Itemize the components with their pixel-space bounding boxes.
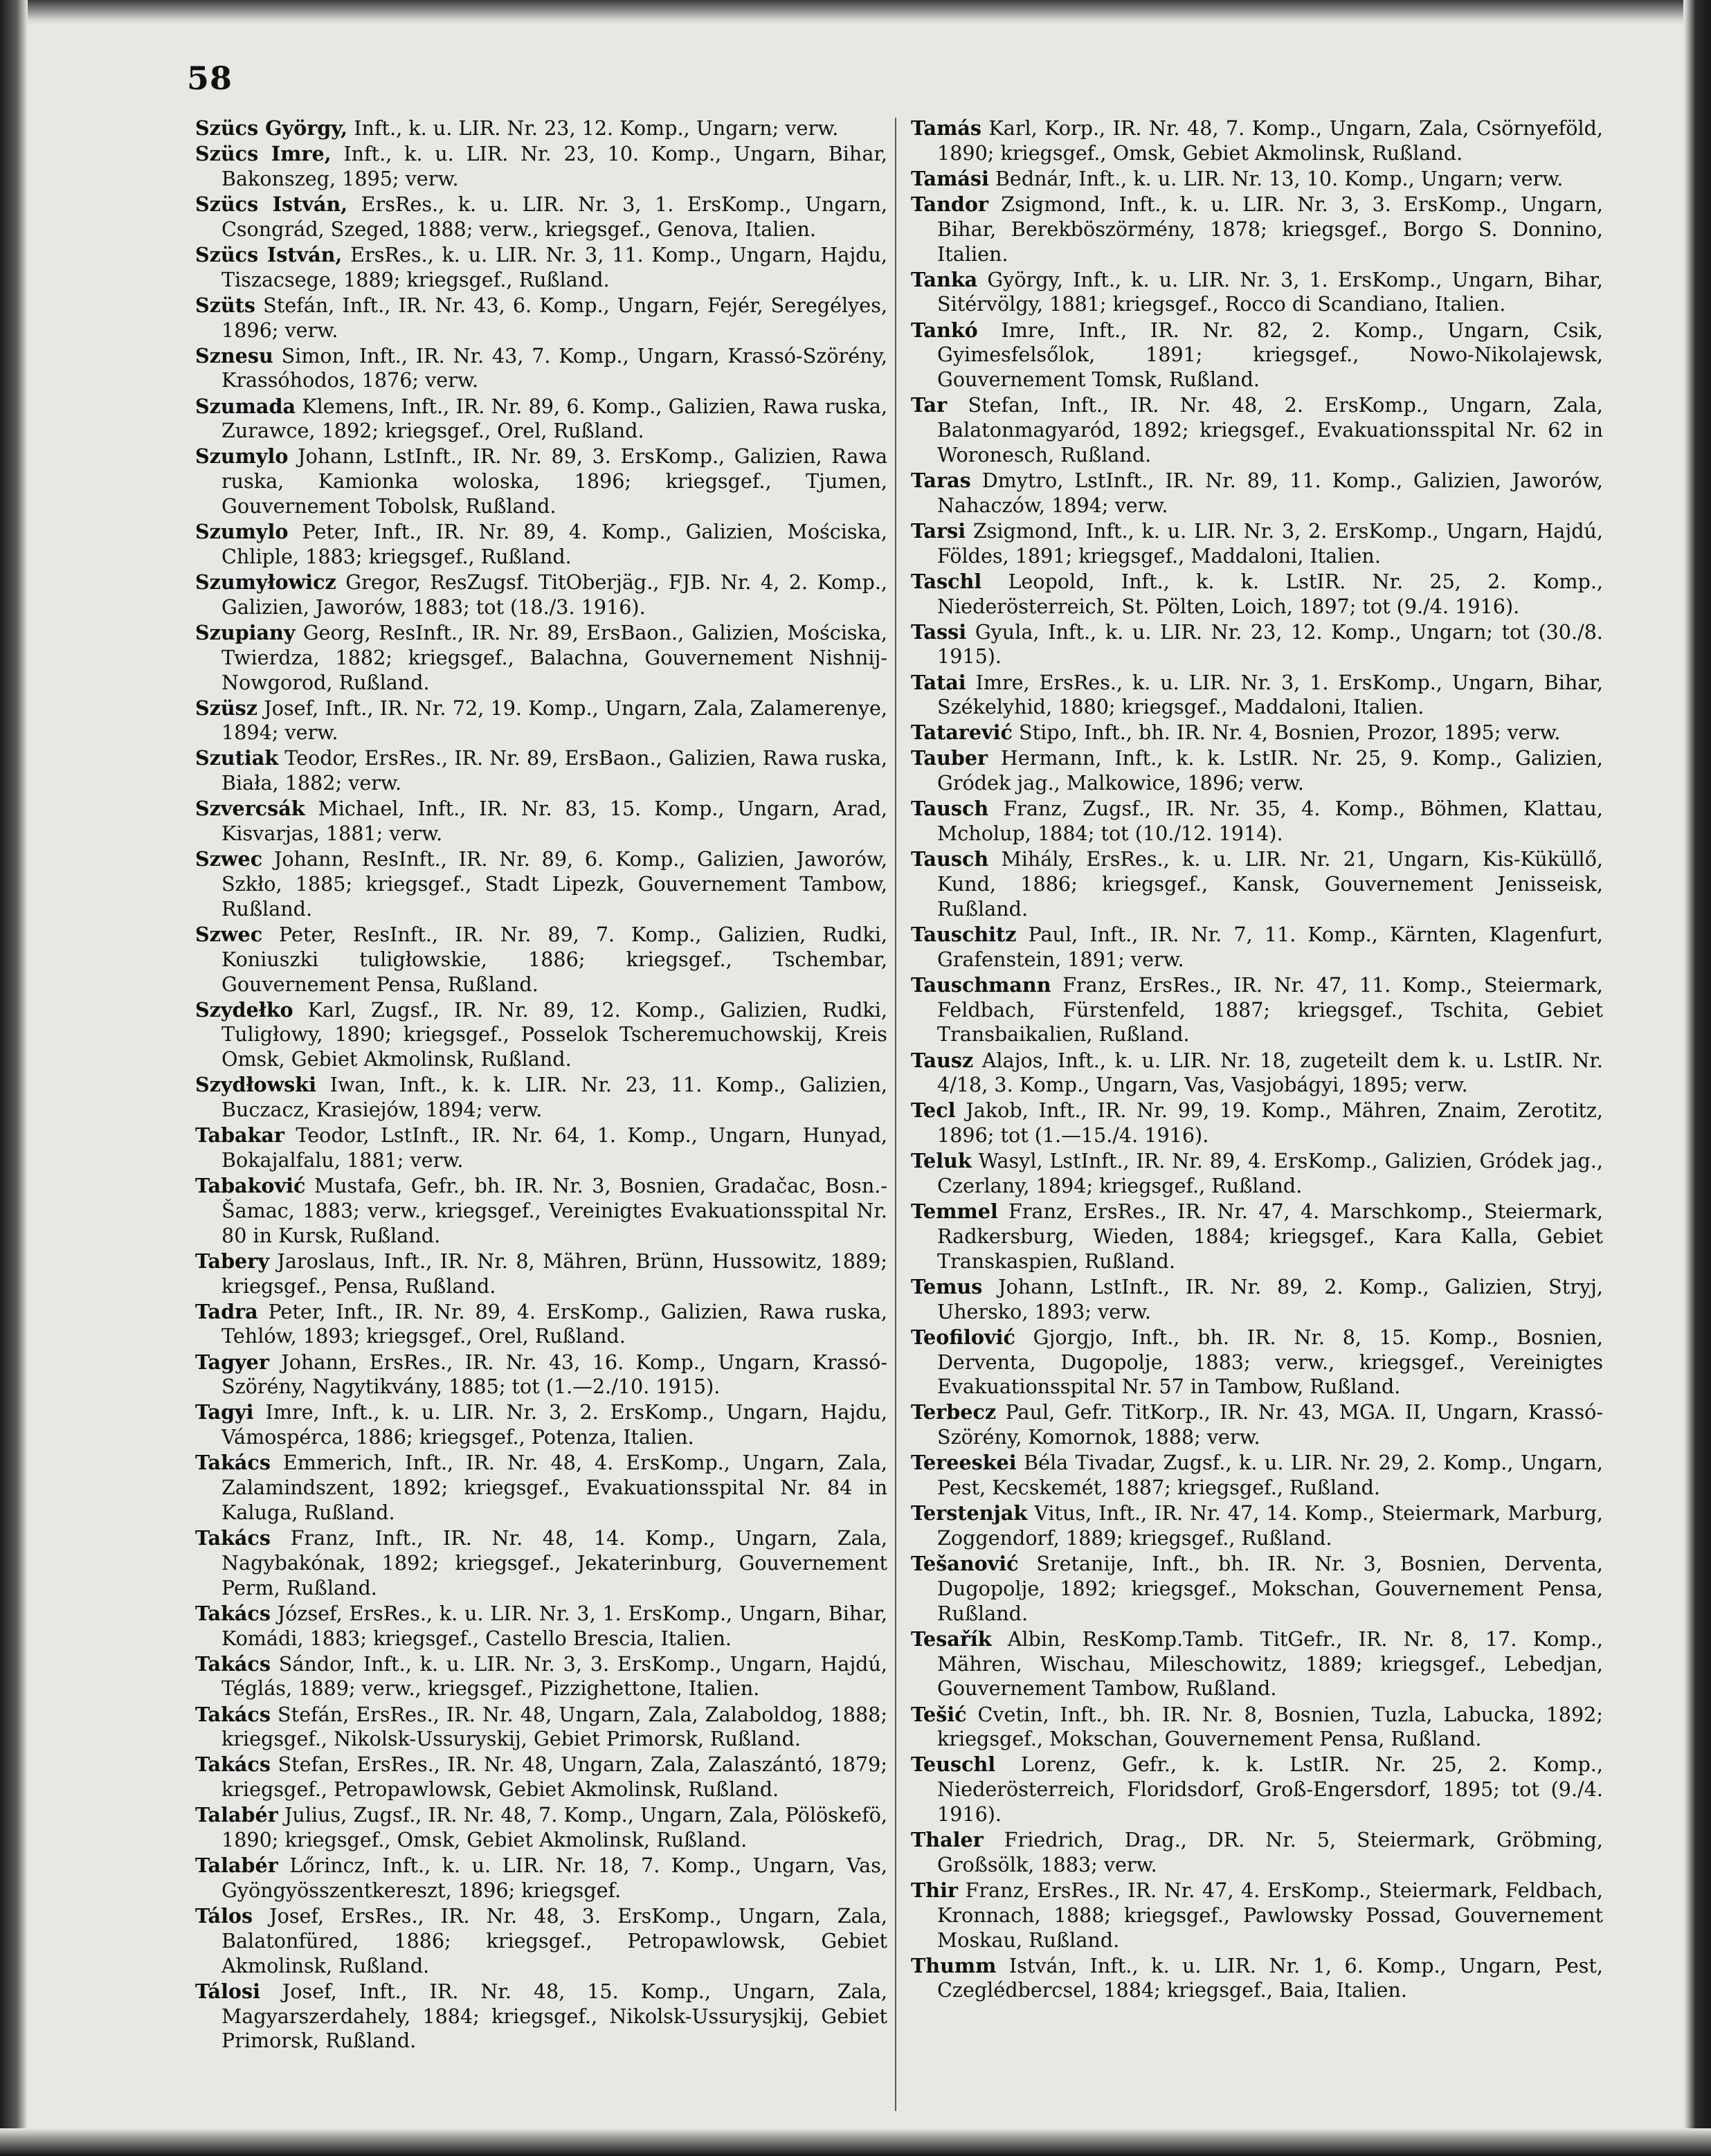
entry-name: Tamás xyxy=(911,116,981,140)
column-divider xyxy=(895,118,896,2111)
entry-name: Tabery xyxy=(195,1249,269,1273)
register-entry xyxy=(911,116,1603,166)
entry-details: Zsigmond, Inft., k. u. LIR. Nr. 3, 3. ErsKomp., Ungarn, Bihar, Berekböszörmény, 1878; kriegsgef., Borgo S. Donnino, Italien. xyxy=(937,192,1603,266)
entry-name: Tauber xyxy=(911,746,988,770)
register-entry xyxy=(195,1073,887,1123)
entry-name: Tankó xyxy=(911,318,978,342)
entry-details: József, ErsRes., k. u. LIR. Nr. 3, 1. ErsKomp., Ungarn, Bihar, Komádi, 1883; kriegsgef., Castello Brescia, Italien. xyxy=(221,1601,887,1650)
entry-name: Tešanović xyxy=(911,1552,1019,1576)
entry-name: Tecl xyxy=(911,1098,956,1123)
entry-details: Lőrincz, Inft., k. u. LIR. Nr. 18, 7. Komp., Ungarn, Vas, Gyöngyösszentkereszt, 1896; kriegsgef. xyxy=(221,1854,887,1902)
register-entry xyxy=(195,520,887,570)
entry-name: Takács xyxy=(195,1526,271,1550)
entry-details: Peter, Inft., IR. Nr. 89, 4. ErsKomp., Galizien, Rawa ruska, Tehlów, 1893; kriegsgef., Orel, Rußland. xyxy=(221,1299,887,1348)
register-entry xyxy=(195,1980,887,2054)
register-entry xyxy=(911,1501,1603,1551)
entry-details: Teodor, ErsRes., IR. Nr. 89, ErsBaon., Galizien, Rawa ruska, Biała, 1882; verw. xyxy=(221,746,887,795)
register-entry xyxy=(911,1049,1603,1098)
entry-details: Stefán, ErsRes., IR. Nr. 48, Ungarn, Zala, Zalaboldog, 1888; kriegsgef., Nikolsk-Ussuryskij, Gebiet Primorsk, Rußland. xyxy=(221,1702,887,1751)
entry-details: Gyula, Inft., k. u. LIR. Nr. 23, 12. Komp., Ungarn; tot (30./8. 1915). xyxy=(937,619,1603,669)
entry-name: Tassi xyxy=(911,619,967,644)
register-entry xyxy=(195,1174,887,1248)
entry-details: Sándor, Inft., k. u. LIR. Nr. 3, 3. ErsKomp., Ungarn, Hajdú, Téglás, 1889; verw., kriegsgef., Pizzighettone, Italien. xyxy=(221,1651,887,1701)
entry-details: Peter, ResInft., IR. Nr. 89, 7. Komp., Galizien, Rudki, Koniuszki tuligłowskie, 1886; kriegsgef., Tschembar, Gouvernement Pensa, Rußland. xyxy=(221,922,887,996)
register-entry xyxy=(911,1325,1603,1399)
register-entry xyxy=(911,167,1603,192)
entry-name: Takács xyxy=(195,1651,271,1676)
register-entry xyxy=(911,1954,1603,2004)
entry-details: Franz, ErsRes., IR. Nr. 47, 4. ErsKomp., Steiermark, Feldbach, Kronnach, 1888; kriegsgef., Pawlowsky Possad, Gouvernement Moskau, Rußland. xyxy=(937,1878,1603,1952)
entry-name: Tausch xyxy=(911,847,989,871)
register-entry xyxy=(195,142,887,192)
entry-name: Tešić xyxy=(911,1702,967,1726)
entry-details: Paul, Gefr. TitKorp., IR. Nr. 43, MGA. II, Ungarn, Krassó-Szörény, Komornok, 1888; verw. xyxy=(937,1400,1603,1449)
entry-details: Jakob, Inft., IR. Nr. 99, 19. Komp., Mähren, Znaim, Zerotitz, 1896; tot (1.—15./4. 1916). xyxy=(937,1098,1603,1148)
entry-name: Tesařík xyxy=(911,1627,992,1651)
entry-name: Tagyi xyxy=(195,1400,254,1424)
entry-name: Tausz xyxy=(911,1048,974,1072)
entry-details: Franz, ErsRes., IR. Nr. 47, 4. Marschkomp., Steiermark, Radkersburg, Wieden, 1884; kriegsgef., Kara Kalla, Gebiet Transkaspien, Rußland. xyxy=(937,1199,1603,1273)
register-entry xyxy=(195,1451,887,1525)
entry-name: Tamási xyxy=(911,166,989,190)
entry-details: Simon, Inft., IR. Nr. 43, 7. Komp., Ungarn, Krassó-Szörény, Krassóhodos, 1876; verw. xyxy=(221,343,887,392)
entry-details: Johann, ErsRes., IR. Nr. 43, 16. Komp., Ungarn, Krassó-Szörény, Nagytikvány, 1885; tot (1.—2./10. 1915). xyxy=(221,1350,887,1399)
entry-details: Sretanije, Inft., bh. IR. Nr. 3, Bosnien, Derventa, Dugopolje, 1892; kriegsgef., Mokschan, Gouvernement Pensa, Rußland. xyxy=(937,1552,1603,1625)
entry-name: Sznesu xyxy=(195,343,273,368)
register-entry xyxy=(911,1552,1603,1626)
register-entry xyxy=(195,570,887,620)
register-entry xyxy=(195,696,887,746)
entry-name: Tereeskei xyxy=(911,1451,1017,1475)
entry-name: Temmel xyxy=(911,1199,998,1224)
register-entry xyxy=(911,797,1603,846)
register-entry xyxy=(911,1149,1603,1199)
register-entry xyxy=(911,1828,1603,1878)
register-entry xyxy=(911,973,1603,1047)
entry-name: Szwec xyxy=(195,847,263,871)
entry-name: Tagyer xyxy=(195,1350,269,1374)
entry-details: Franz, ErsRes., IR. Nr. 47, 11. Komp., Steiermark, Feldbach, Fürstenfeld, 1887; kriegsgef., Tschita, Gebiet Transbaikalien, Rußland. xyxy=(937,972,1603,1047)
entry-details: György, Inft., k. u. LIR. Nr. 3, 1. ErsKomp., Ungarn, Bihar, Sitérvölgy, 1881; kriegsgef., Rocco di Scandiano, Italien. xyxy=(937,267,1603,316)
register-entry xyxy=(911,1275,1603,1325)
entry-name: Thaler xyxy=(911,1828,984,1852)
entry-details: Jaroslaus, Inft., IR. Nr. 8, Mähren, Brünn, Hussowitz, 1889; kriegsgef., Pensa, Rußland. xyxy=(221,1249,887,1298)
entry-details: Stefan, Inft., IR. Nr. 48, 2. ErsKomp., Ungarn, Zala, Balatonmagyaród, 1892; kriegsgef., Evakuationsspital Nr. 62 in Woronesch, Rußland. xyxy=(937,393,1603,466)
entry-name: Terstenjak xyxy=(911,1501,1028,1525)
register-entry xyxy=(195,1652,887,1702)
register-entry xyxy=(195,1703,887,1752)
register-entry xyxy=(195,746,887,796)
entry-name: Szutiak xyxy=(195,746,279,770)
entry-name: Teuschl xyxy=(911,1752,996,1777)
entry-name: Szydłowski xyxy=(195,1073,316,1097)
entry-details: Lorenz, Gefr., k. k. LstIR. Nr. 25, 2. Komp., Niederösterreich, Floridsdorf, Groß-Engersdorf, 1895; tot (9./4. 1916). xyxy=(937,1752,1603,1826)
entry-details: Johann, ResInft., IR. Nr. 89, 6. Komp., Galizien, Jaworów, Szkło, 1885; kriegsgef., Stadt Lipezk, Gouvernement Tambow, Rußland. xyxy=(221,847,887,921)
entry-details: Emmerich, Inft., IR. Nr. 48, 4. ErsKomp., Ungarn, Zala, Zalamindszent, 1892; kriegsgef., Evakuationsspital Nr. 84 in Kaluga, Rußland. xyxy=(221,1451,887,1524)
entry-details: Johann, LstInft., IR. Nr. 89, 3. ErsKomp., Galizien, Rawa ruska, Kamionka woloska, 1896; kriegsgef., Tjumen, Gouvernement Tobolsk, Rußland. xyxy=(221,444,887,518)
entry-name: Szücs György, xyxy=(195,116,348,140)
register-entry xyxy=(911,721,1603,745)
entry-details: Karl, Korp., IR. Nr. 48, 7. Komp., Ungarn, Zala, Csörnyeföld, 1890; kriegsgef., Omsk, Gebiet Akmolinsk, Rußland. xyxy=(937,116,1603,165)
entry-details: ErsRes., k. u. LIR. Nr. 3, 1. ErsKomp., Ungarn, Csongrád, Szeged, 1888; verw., kriegsgef., Genova, Italien. xyxy=(221,192,887,241)
entry-details: Julius, Zugsf., IR. Nr. 48, 7. Komp., Ungarn, Zala, Pölöskefö, 1890; kriegsgef., Omsk, Gebiet Akmolinsk, Rußland. xyxy=(221,1803,887,1852)
register-entry xyxy=(195,923,887,997)
register-entry xyxy=(195,293,887,343)
entry-name: Tauschmann xyxy=(911,972,1051,997)
entry-details: Peter, Inft., IR. Nr. 89, 4. Komp., Galizien, Mościska, Chliple, 1883; kriegsgef., Rußland. xyxy=(221,520,887,568)
entry-name: Temus xyxy=(911,1274,983,1298)
entry-name: Takács xyxy=(195,1451,271,1475)
register-entry xyxy=(195,1350,887,1400)
entry-details: Mustafa, Gefr., bh. IR. Nr. 3, Bosnien, Gradačac, Bosn.-Šamac, 1883; verw., kriegsgef., Vereinigtes Evakuationsspital Nr. 80 in Kursk, Rußland. xyxy=(221,1174,887,1247)
entry-name: Szydełko xyxy=(195,997,293,1022)
register-entry xyxy=(195,847,887,921)
entry-name: Terbecz xyxy=(911,1400,997,1424)
entry-name: Taras xyxy=(911,468,971,492)
register-entry xyxy=(911,469,1603,518)
entry-details: Hermann, Inft., k. k. LstIR. Nr. 25, 9. Komp., Galizien, Gródek jag., Malkowice, 1896; verw. xyxy=(937,746,1603,795)
entry-name: Takács xyxy=(195,1702,271,1726)
entry-details: Wasyl, LstInft., IR. Nr. 89, 4. ErsKomp., Galizien, Gródek jag., Czerlany, 1894; kriegsgef., Rußland. xyxy=(937,1149,1603,1198)
entry-details: ErsRes., k. u. LIR. Nr. 3, 11. Komp., Ungarn, Hajdu, Tiszacsege, 1889; kriegsgef., Rußland. xyxy=(221,242,887,291)
register-entry xyxy=(911,1451,1603,1501)
entry-details: Bednár, Inft., k. u. LIR. Nr. 13, 10. Komp., Ungarn; verw. xyxy=(988,166,1564,190)
register-entry xyxy=(195,344,887,394)
scan-edge-left xyxy=(0,0,28,2156)
register-entry xyxy=(195,1602,887,1651)
register-entry xyxy=(911,393,1603,467)
entry-details: Albin, ResKomp.Tamb. TitGefr., IR. Nr. 8, 17. Komp., Mähren, Wischau, Mileschowitz, 1889; kriegsgef., Lebedjan, Gouvernement Tambow, Rußland. xyxy=(937,1627,1603,1701)
entry-name: Talabér xyxy=(195,1803,278,1827)
entry-details: Leopold, Inft., k. k. LstIR. Nr. 25, 2. Komp., Niederösterreich, St. Pölten, Loich, 1897; tot (9./4. 1916). xyxy=(937,569,1603,618)
entry-name: Szumylo xyxy=(195,520,289,544)
entry-name: Tandor xyxy=(911,192,988,216)
entry-details: Paul, Inft., IR. Nr. 7, 11. Komp., Kärnten, Klagenfurt, Grafenstein, 1891; verw. xyxy=(937,922,1603,971)
entry-details: Imre, ErsRes., k. u. LIR. Nr. 3, 1. ErsKomp., Ungarn, Bihar, Székelyhid, 1880; kriegsgef., Maddaloni, Italien. xyxy=(937,670,1603,719)
right-column xyxy=(911,116,1603,2004)
register-entry xyxy=(195,1803,887,1853)
entry-name: Talabér xyxy=(195,1854,278,1878)
entry-details: Alajos, Inft., k. u. LIR. Nr. 18, zugeteilt dem k. u. LstIR. Nr. 4/18, 3. Komp., Ungarn, Vas, Vasjobágyi, 1895; verw. xyxy=(937,1048,1603,1097)
entry-name: Teluk xyxy=(911,1149,972,1173)
entry-details: Franz, Inft., IR. Nr. 48, 14. Komp., Ungarn, Zala, Nagybakónak, 1892; kriegsgef., Jekaterinburg, Gouvernement Perm, Rußland. xyxy=(221,1526,887,1600)
register-entry xyxy=(911,746,1603,796)
entry-details: Vitus, Inft., IR. Nr. 47, 14. Komp., Steiermark, Marburg, Zoggendorf, 1889; kriegsgef., Rußland. xyxy=(937,1501,1603,1550)
entry-details: Dmytro, LstInft., IR. Nr. 89, 11. Komp., Galizien, Jaworów, Nahaczów, 1894; verw. xyxy=(937,468,1603,517)
entry-name: Tatai xyxy=(911,670,966,694)
entry-name: Szumada xyxy=(195,394,296,418)
register-entry xyxy=(911,923,1603,972)
page-number: 58 xyxy=(187,60,233,97)
entry-details: Friedrich, Drag., DR. Nr. 5, Steiermark, Gröbming, Großsölk, 1883; verw. xyxy=(937,1828,1603,1876)
entry-name: Tabaković xyxy=(195,1174,306,1198)
register-entry xyxy=(911,570,1603,619)
register-entry xyxy=(195,1854,887,1903)
register-entry xyxy=(195,1123,887,1173)
register-entry xyxy=(195,1400,887,1450)
entry-details: Inft., k. u. LIR. Nr. 23, 10. Komp., Ungarn, Bihar, Bakonszeg, 1895; verw. xyxy=(221,142,888,190)
register-entry xyxy=(195,1526,887,1600)
register-entry xyxy=(911,1878,1603,1953)
entry-details: Franz, Zugsf., IR. Nr. 35, 4. Komp., Böhmen, Klattau, Mcholup, 1884; tot (10./12. 1914). xyxy=(937,797,1603,846)
register-entry xyxy=(195,444,887,518)
register-entry xyxy=(911,1098,1603,1148)
entry-name: Szumylo xyxy=(195,444,289,469)
entry-name: Szücs Imre, xyxy=(195,142,332,166)
register-entry xyxy=(911,671,1603,721)
register-entry xyxy=(195,998,887,1072)
register-entry xyxy=(911,1627,1603,1701)
entry-name: Szumyłowicz xyxy=(195,570,336,595)
entry-details: Imre, Inft., k. u. LIR. Nr. 3, 2. ErsKomp., Ungarn, Hajdu, Vámospérca, 1886; kriegsgef., Potenza, Italien. xyxy=(221,1400,887,1449)
register-entry xyxy=(195,1249,887,1299)
entry-details: Gregor, ResZugsf. TitOberjäg., FJB. Nr. 4, 2. Komp., Galizien, Jaworów, 1883; tot (18./3. 1916). xyxy=(221,570,887,619)
entry-details: Stefan, ErsRes., IR. Nr. 48, Ungarn, Zala, Zalaszántó, 1879; kriegsgef., Petropawlowsk, Gebiet Akmolinsk, Rußland. xyxy=(221,1752,887,1802)
register-entry xyxy=(911,1400,1603,1450)
entry-details: Klemens, Inft., IR. Nr. 89, 6. Komp., Galizien, Rawa ruska, Zurawce, 1892; kriegsgef., Orel, Rußland. xyxy=(221,394,887,443)
entry-name: Szücs István, xyxy=(195,242,343,266)
entry-details: Josef, ErsRes., IR. Nr. 48, 3. ErsKomp., Ungarn, Zala, Balatonfüred, 1886; kriegsgef., Petropawlowsk, Gebiet Akmolinsk, Rußland. xyxy=(221,1904,887,1977)
register-entry xyxy=(911,318,1603,392)
entry-name: Szüts xyxy=(195,293,255,317)
register-entry xyxy=(195,395,887,444)
entry-details: Josef, Inft., IR. Nr. 48, 15. Komp., Ungarn, Zala, Magyarszerdahely, 1884; kriegsgef., Nikolsk-Ussurysjkij, Gebiet Primorsk, Rußland. xyxy=(221,1979,887,2053)
entry-name: Szücs István, xyxy=(195,192,348,216)
register-entry xyxy=(911,268,1603,318)
register-entry xyxy=(195,243,887,293)
entry-details: Georg, ResInft., IR. Nr. 89, ErsBaon., Galizien, Mościska, Twierdza, 1882; kriegsgef., Balachna, Gouvernement Nishnij-Nowgorod, Rußland. xyxy=(221,620,887,694)
entry-name: Tauschitz xyxy=(911,922,1017,946)
entry-details: Johann, LstInft., IR. Nr. 89, 2. Komp., Galizien, Stryj, Uhersko, 1893; verw. xyxy=(937,1274,1603,1323)
left-column xyxy=(195,116,887,2054)
entry-name: Takács xyxy=(195,1601,271,1625)
entry-details: Karl, Zugsf., IR. Nr. 89, 12. Komp., Galizien, Rudki, Tuligłowy, 1890; kriegsgef., Posselok Tscheremuchowskij, Kreis Omsk, Gebiet Akmolinsk, Rußland. xyxy=(221,997,887,1071)
entry-name: Szüsz xyxy=(195,696,258,720)
entry-details: Béla Tivadar, Zugsf., k. u. LIR. Nr. 29, 2. Komp., Ungarn, Pest, Kecskemét, 1887; kriegsgef., Rußland. xyxy=(937,1451,1603,1500)
register-entry xyxy=(911,192,1603,266)
entry-name: Takács xyxy=(195,1752,271,1777)
entry-name: Szvercsák xyxy=(195,797,305,821)
scan-edge-top xyxy=(0,0,1711,25)
entry-name: Teofilović xyxy=(911,1325,1015,1349)
entry-name: Tabakar xyxy=(195,1123,284,1148)
entry-details: Stipo, Inft., bh. IR. Nr. 4, Bosnien, Prozor, 1895; verw. xyxy=(1012,721,1561,745)
register-entry xyxy=(911,1703,1603,1752)
register-entry xyxy=(911,1752,1603,1827)
register-entry xyxy=(911,1199,1603,1274)
entry-details: István, Inft., k. u. LIR. Nr. 1, 6. Komp., Ungarn, Pest, Czeglédbercsel, 1884; kriegsgef., Baia, Italien. xyxy=(937,1953,1603,2002)
entry-details: Mihály, ErsRes., k. u. LIR. Nr. 21, Ungarn, Kis-Küküllő, Kund, 1886; kriegsgef., Kansk, Gouvernement Jenisseisk, Rußland. xyxy=(937,847,1603,921)
register-entry xyxy=(911,620,1603,670)
entry-name: Tálos xyxy=(195,1904,253,1928)
entry-name: Tatarević xyxy=(911,721,1013,745)
register-entry xyxy=(911,847,1603,921)
entry-details: Inft., k. u. LIR. Nr. 23, 12. Komp., Ungarn; verw. xyxy=(347,116,839,140)
entry-details: Imre, Inft., IR. Nr. 82, 2. Komp., Ungarn, Csik, Gyimesfelsőlok, 1891; kriegsgef., Nowo-Nikolajewsk, Gouvernement Tomsk, Rußland. xyxy=(937,318,1603,392)
entry-name: Thir xyxy=(911,1878,958,1902)
register-entry xyxy=(195,192,887,242)
entry-details: Michael, Inft., IR. Nr. 83, 15. Komp., Ungarn, Arad, Kisvarjas, 1881; verw. xyxy=(221,797,887,846)
register-entry xyxy=(195,1300,887,1350)
entry-name: Tadra xyxy=(195,1299,258,1323)
entry-details: Iwan, Inft., k. k. LIR. Nr. 23, 11. Komp., Galizien, Buczacz, Krasiejów, 1894; verw. xyxy=(221,1073,887,1122)
entry-details: Josef, Inft., IR. Nr. 72, 19. Komp., Ungarn, Zala, Zalamerenye, 1894; verw. xyxy=(221,696,887,745)
entry-details: Gjorgjo, Inft., bh. IR. Nr. 8, 15. Komp., Bosnien, Derventa, Dugopolje, 1883; verw., kriegsgef., Vereinigtes Evakuationsspital Nr. 57 in Tambow, Rußland. xyxy=(937,1325,1603,1399)
entry-name: Szwec xyxy=(195,922,263,946)
entry-details: Cvetin, Inft., bh. IR. Nr. 8, Bosnien, Tuzla, Labucka, 1892; kriegsgef., Mokschan, Gouvernement Pensa, Rußland. xyxy=(937,1702,1603,1751)
entry-details: Stefán, Inft., IR. Nr. 43, 6. Komp., Ungarn, Fejér, Seregélyes, 1896; verw. xyxy=(221,293,887,342)
entry-details: Teodor, LstInft., IR. Nr. 64, 1. Komp., Ungarn, Hunyad, Bokajalfalu, 1881; verw. xyxy=(221,1123,887,1172)
register-entry xyxy=(195,1752,887,1802)
entry-details: Zsigmond, Inft., k. u. LIR. Nr. 3, 2. ErsKomp., Ungarn, Hajdú, Földes, 1891; kriegsgef., Maddaloni, Italien. xyxy=(937,518,1603,568)
register-entry xyxy=(911,519,1603,569)
entry-name: Szupiany xyxy=(195,620,296,644)
entry-name: Tarsi xyxy=(911,518,966,543)
register-entry xyxy=(195,797,887,846)
entry-name: Tar xyxy=(911,393,948,417)
entry-name: Tálosi xyxy=(195,1979,260,2003)
register-entry xyxy=(195,621,887,695)
entry-name: Tanka xyxy=(911,267,978,291)
scan-edge-right xyxy=(1683,0,1711,2156)
entry-name: Taschl xyxy=(911,569,982,593)
entry-name: Tausch xyxy=(911,797,989,821)
scan-edge-bottom xyxy=(0,2128,1711,2156)
entry-name: Thumm xyxy=(911,1953,997,1977)
register-entry xyxy=(195,1904,887,1978)
register-entry xyxy=(195,116,887,141)
